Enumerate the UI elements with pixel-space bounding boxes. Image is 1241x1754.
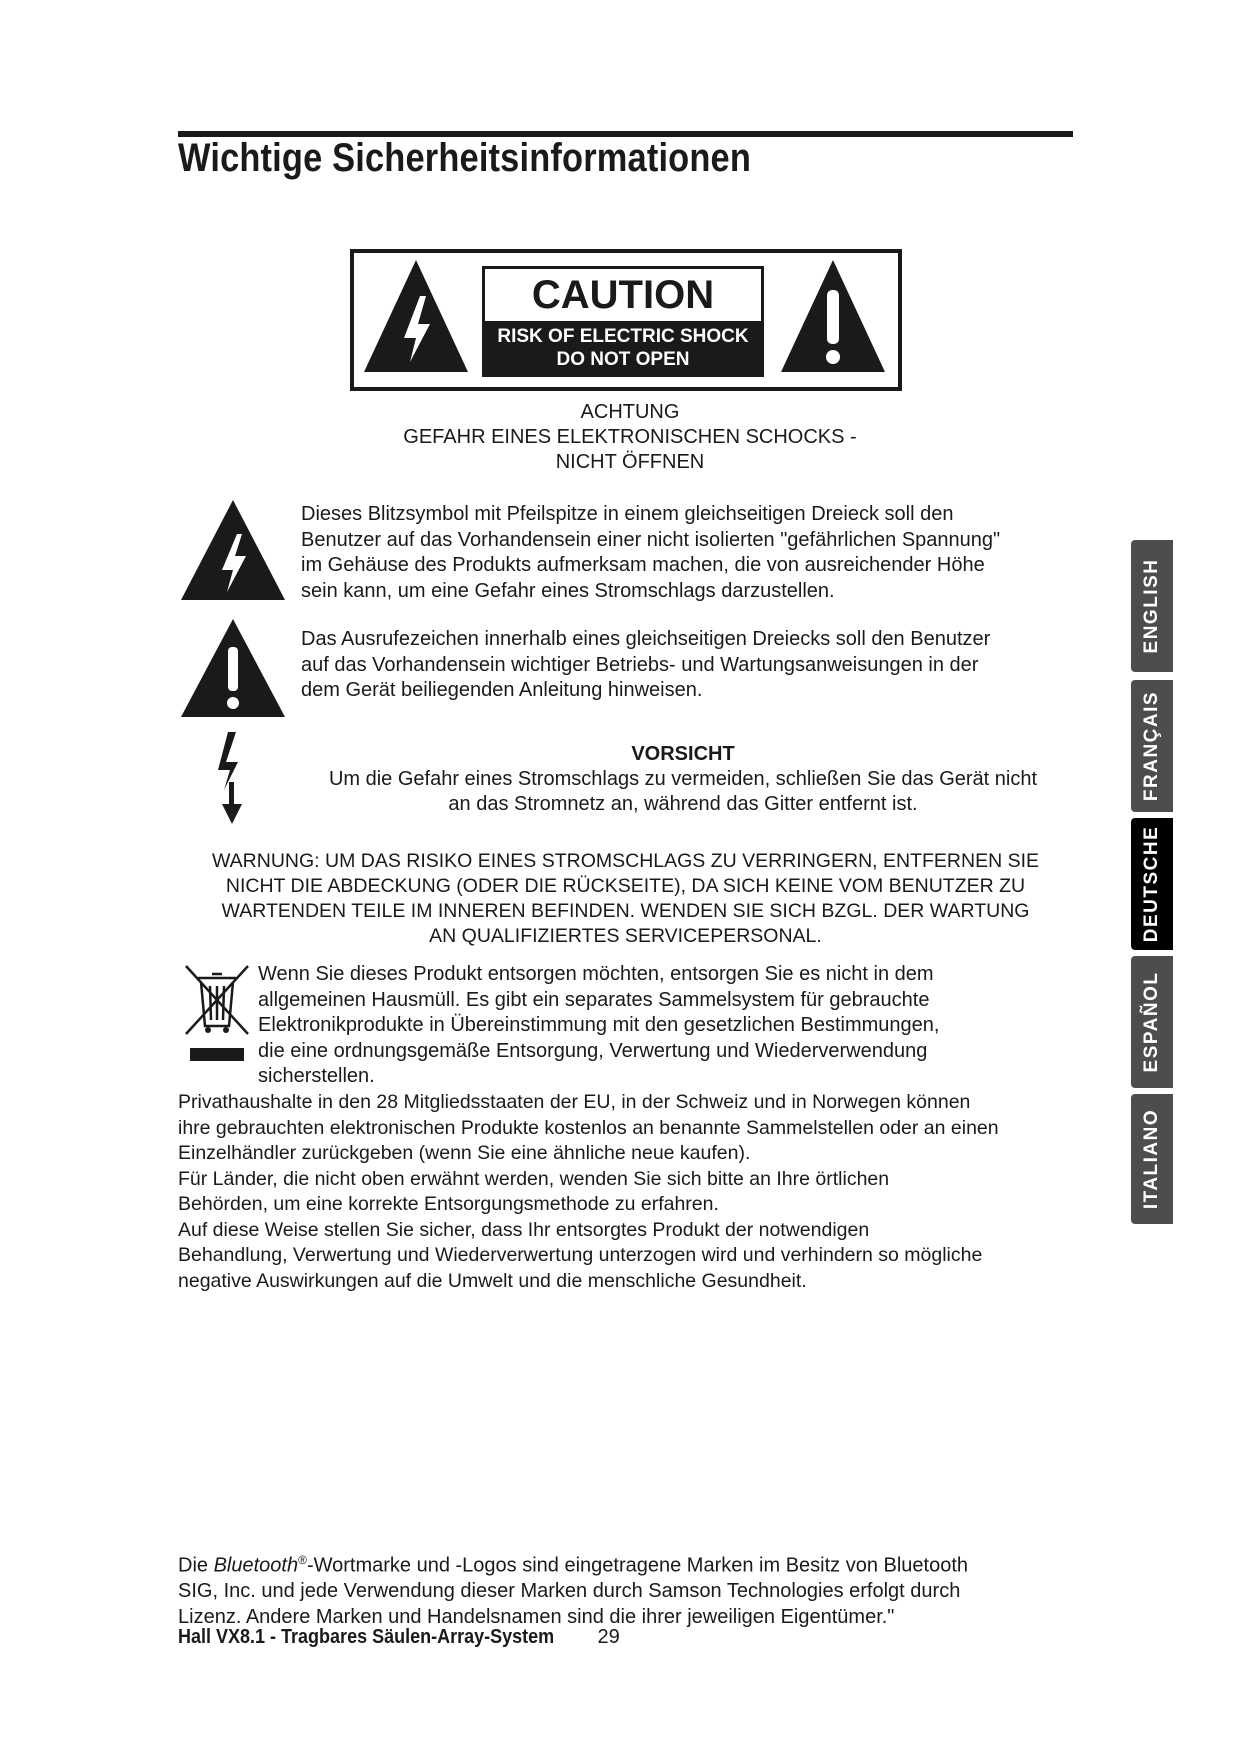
exclamation-triangle-icon bbox=[178, 617, 288, 719]
page-footer bbox=[178, 1625, 620, 1651]
warnung-line: AN QUALIFIZIERTES SERVICEPERSONAL. bbox=[429, 925, 822, 947]
exclamation-warning-icon bbox=[777, 258, 889, 376]
paragraph-line: Elektronikprodukte in Übereinstimmung mit den gesetzlichen Bestimmungen, bbox=[258, 1014, 940, 1036]
paragraph-line: negative Auswirkungen auf die Umwelt und die menschliche Gesundheit. bbox=[178, 1269, 807, 1292]
lightning-triangle-icon bbox=[178, 498, 288, 602]
warnung-line: NICHT DIE ABDECKUNG (ODER DIE RÜCKSEITE), DA SICH KEINE VOM BENUTZER ZU bbox=[225, 875, 1026, 897]
paragraph-line: sein kann, um eine Gefahr eines Stromschlags darzustellen. bbox=[301, 579, 835, 602]
paragraph-line: Behörden, um eine korrekte Entsorgungsmethode zu erfahren. bbox=[178, 1193, 719, 1215]
paragraph-line: im Gehäuse des Produkts aufmerksam machen, die von ausreichender Höhe bbox=[301, 554, 985, 576]
warnung-line: WARNUNG: UM DAS RISIKO EINES STROMSCHLAGS ZU VERRINGERN, ENTFERNEN SIE bbox=[211, 850, 1040, 872]
paragraph-line: Einzelhändler zurückgeben (wenn Sie eine ähnliche neue kaufen). bbox=[178, 1142, 751, 1164]
achtung-line-3: NICHT ÖFFNEN bbox=[555, 451, 705, 473]
trademark-line-3: Lizenz. Andere Marken und Handelsnamen sind die ihrer jeweiligen Eigentümer." bbox=[178, 1605, 895, 1628]
warnung-block bbox=[178, 849, 1073, 949]
tab-italiano[interactable] bbox=[1131, 1094, 1173, 1224]
trademark-rest: -Wortmarke und -Logos sind eingetragene Marken im Besitz von Bluetooth bbox=[306, 1554, 969, 1577]
tab-francais[interactable] bbox=[1131, 680, 1173, 812]
paragraph-line: Wenn Sie dieses Produkt entsorgen möchten, entsorgen Sie es nicht in dem bbox=[258, 963, 934, 985]
caution-heading: CAUTION bbox=[531, 273, 715, 317]
achtung-line-2: GEFAHR EINES ELEKTRONISCHEN SCHOCKS - bbox=[403, 426, 857, 448]
trademark-line-1 bbox=[178, 1548, 968, 1579]
lightning-bolt-icon bbox=[214, 732, 250, 824]
tab-espanol-label: ESPAÑOL bbox=[1141, 971, 1162, 1073]
caution-line-2: DO NOT OPEN bbox=[556, 349, 690, 370]
achtung-line-1: ACHTUNG bbox=[580, 401, 680, 423]
paragraph-line: allgemeinen Hausmüll. Es gibt ein separates Sammelsystem für gebrauchte bbox=[258, 988, 930, 1011]
tab-italiano-label: ITALIANO bbox=[1141, 1108, 1162, 1210]
exclamation-paragraph bbox=[301, 627, 990, 704]
weee-bin-icon bbox=[184, 964, 250, 1066]
paragraph-line: dem Gerät beiliegenden Anleitung hinweisen. bbox=[301, 679, 703, 701]
page-title: Wichtige Sicherheitsinformationen bbox=[178, 136, 752, 180]
paragraph-line: die eine ordnungsgemäße Entsorgung, Verwertung und Wiederverwendung bbox=[258, 1039, 928, 1062]
paragraph-line: Das Ausrufezeichen innerhalb eines gleichseitigen Dreiecks soll den Benutzer bbox=[301, 628, 991, 650]
disposal-paragraph bbox=[178, 1090, 999, 1294]
caution-subtext bbox=[485, 321, 761, 374]
achtung-block bbox=[330, 400, 930, 475]
caution-line-1: RISK OF ELECTRIC SHOCK bbox=[497, 326, 749, 347]
footer-product bbox=[178, 1626, 596, 1648]
vorsicht-heading: VORSICHT bbox=[631, 743, 735, 765]
tab-english[interactable] bbox=[1131, 540, 1173, 672]
caution-text-panel bbox=[482, 266, 764, 377]
paragraph-line: ihre gebrauchten elektronischen Produkte kostenlos an benannte Sammelstellen oder an einen bbox=[178, 1116, 999, 1139]
trademark-line-2: SIG, Inc. und jede Verwendung dieser Marken durch Samson Technologies erfolgt durch bbox=[178, 1580, 961, 1603]
warnung-line: WARTENDEN TEILE IM INNEREN BEFINDEN. WENDEN SIE SICH BZGL. DER WARTUNG bbox=[221, 900, 1030, 922]
vorsicht-line-2: an das Stromnetz an, während das Gitter entfernt ist. bbox=[448, 793, 918, 815]
trademark-prefix: Die bbox=[178, 1554, 214, 1577]
paragraph-line: Privathaushalte in den 28 Mitgliedsstaaten der EU, in der Schweiz und in Norwegen können bbox=[178, 1091, 971, 1113]
vorsicht-line-1: Um die Gefahr eines Stromschlags zu vermeiden, schließen Sie das Gerät nicht bbox=[328, 768, 1038, 790]
paragraph-line: Für Länder, die nicht oben erwähnt werden, wenden Sie sich bitte an Ihre örtlichen bbox=[178, 1167, 890, 1190]
paragraph-line: auf das Vorhandensein wichtiger Betriebs- und Wartungsanweisungen in der bbox=[301, 653, 979, 676]
lightning-warning-icon bbox=[360, 258, 472, 376]
vorsicht-block bbox=[290, 742, 1076, 817]
weee-paragraph bbox=[258, 962, 939, 1090]
tab-english-label: ENGLISH bbox=[1141, 558, 1162, 654]
tab-deutsche-label: DEUTSCHE bbox=[1141, 825, 1162, 943]
footer-product-text: Hall VX8.1 - Tragbares Säulen-Array-System bbox=[178, 1626, 555, 1648]
paragraph-line: Auf diese Weise stellen Sie sicher, dass Ihr entsorgtes Produkt der notwendigen bbox=[178, 1218, 870, 1241]
registered-mark: ® bbox=[298, 1553, 307, 1567]
tab-espanol[interactable] bbox=[1131, 956, 1173, 1088]
lightning-paragraph bbox=[301, 502, 1000, 604]
tab-deutsche[interactable] bbox=[1131, 818, 1173, 950]
paragraph-line: sicherstellen. bbox=[258, 1065, 375, 1087]
bluetooth-brand: Bluetooth bbox=[213, 1554, 299, 1577]
tab-francais-label: FRANÇAIS bbox=[1141, 690, 1162, 802]
paragraph-line: Behandlung, Verwertung und Wiederverwertung unterzogen wird und verhindern so mögliche bbox=[178, 1244, 983, 1266]
page-number: 29 bbox=[597, 1626, 620, 1648]
paragraph-line: Benutzer auf das Vorhandensein einer nicht isolierten "gefährlichen Spannung" bbox=[301, 528, 1001, 551]
trademark-paragraph bbox=[178, 1548, 968, 1630]
paragraph-line: Dieses Blitzsymbol mit Pfeilspitze in einem gleichseitigen Dreieck soll den bbox=[301, 503, 954, 525]
